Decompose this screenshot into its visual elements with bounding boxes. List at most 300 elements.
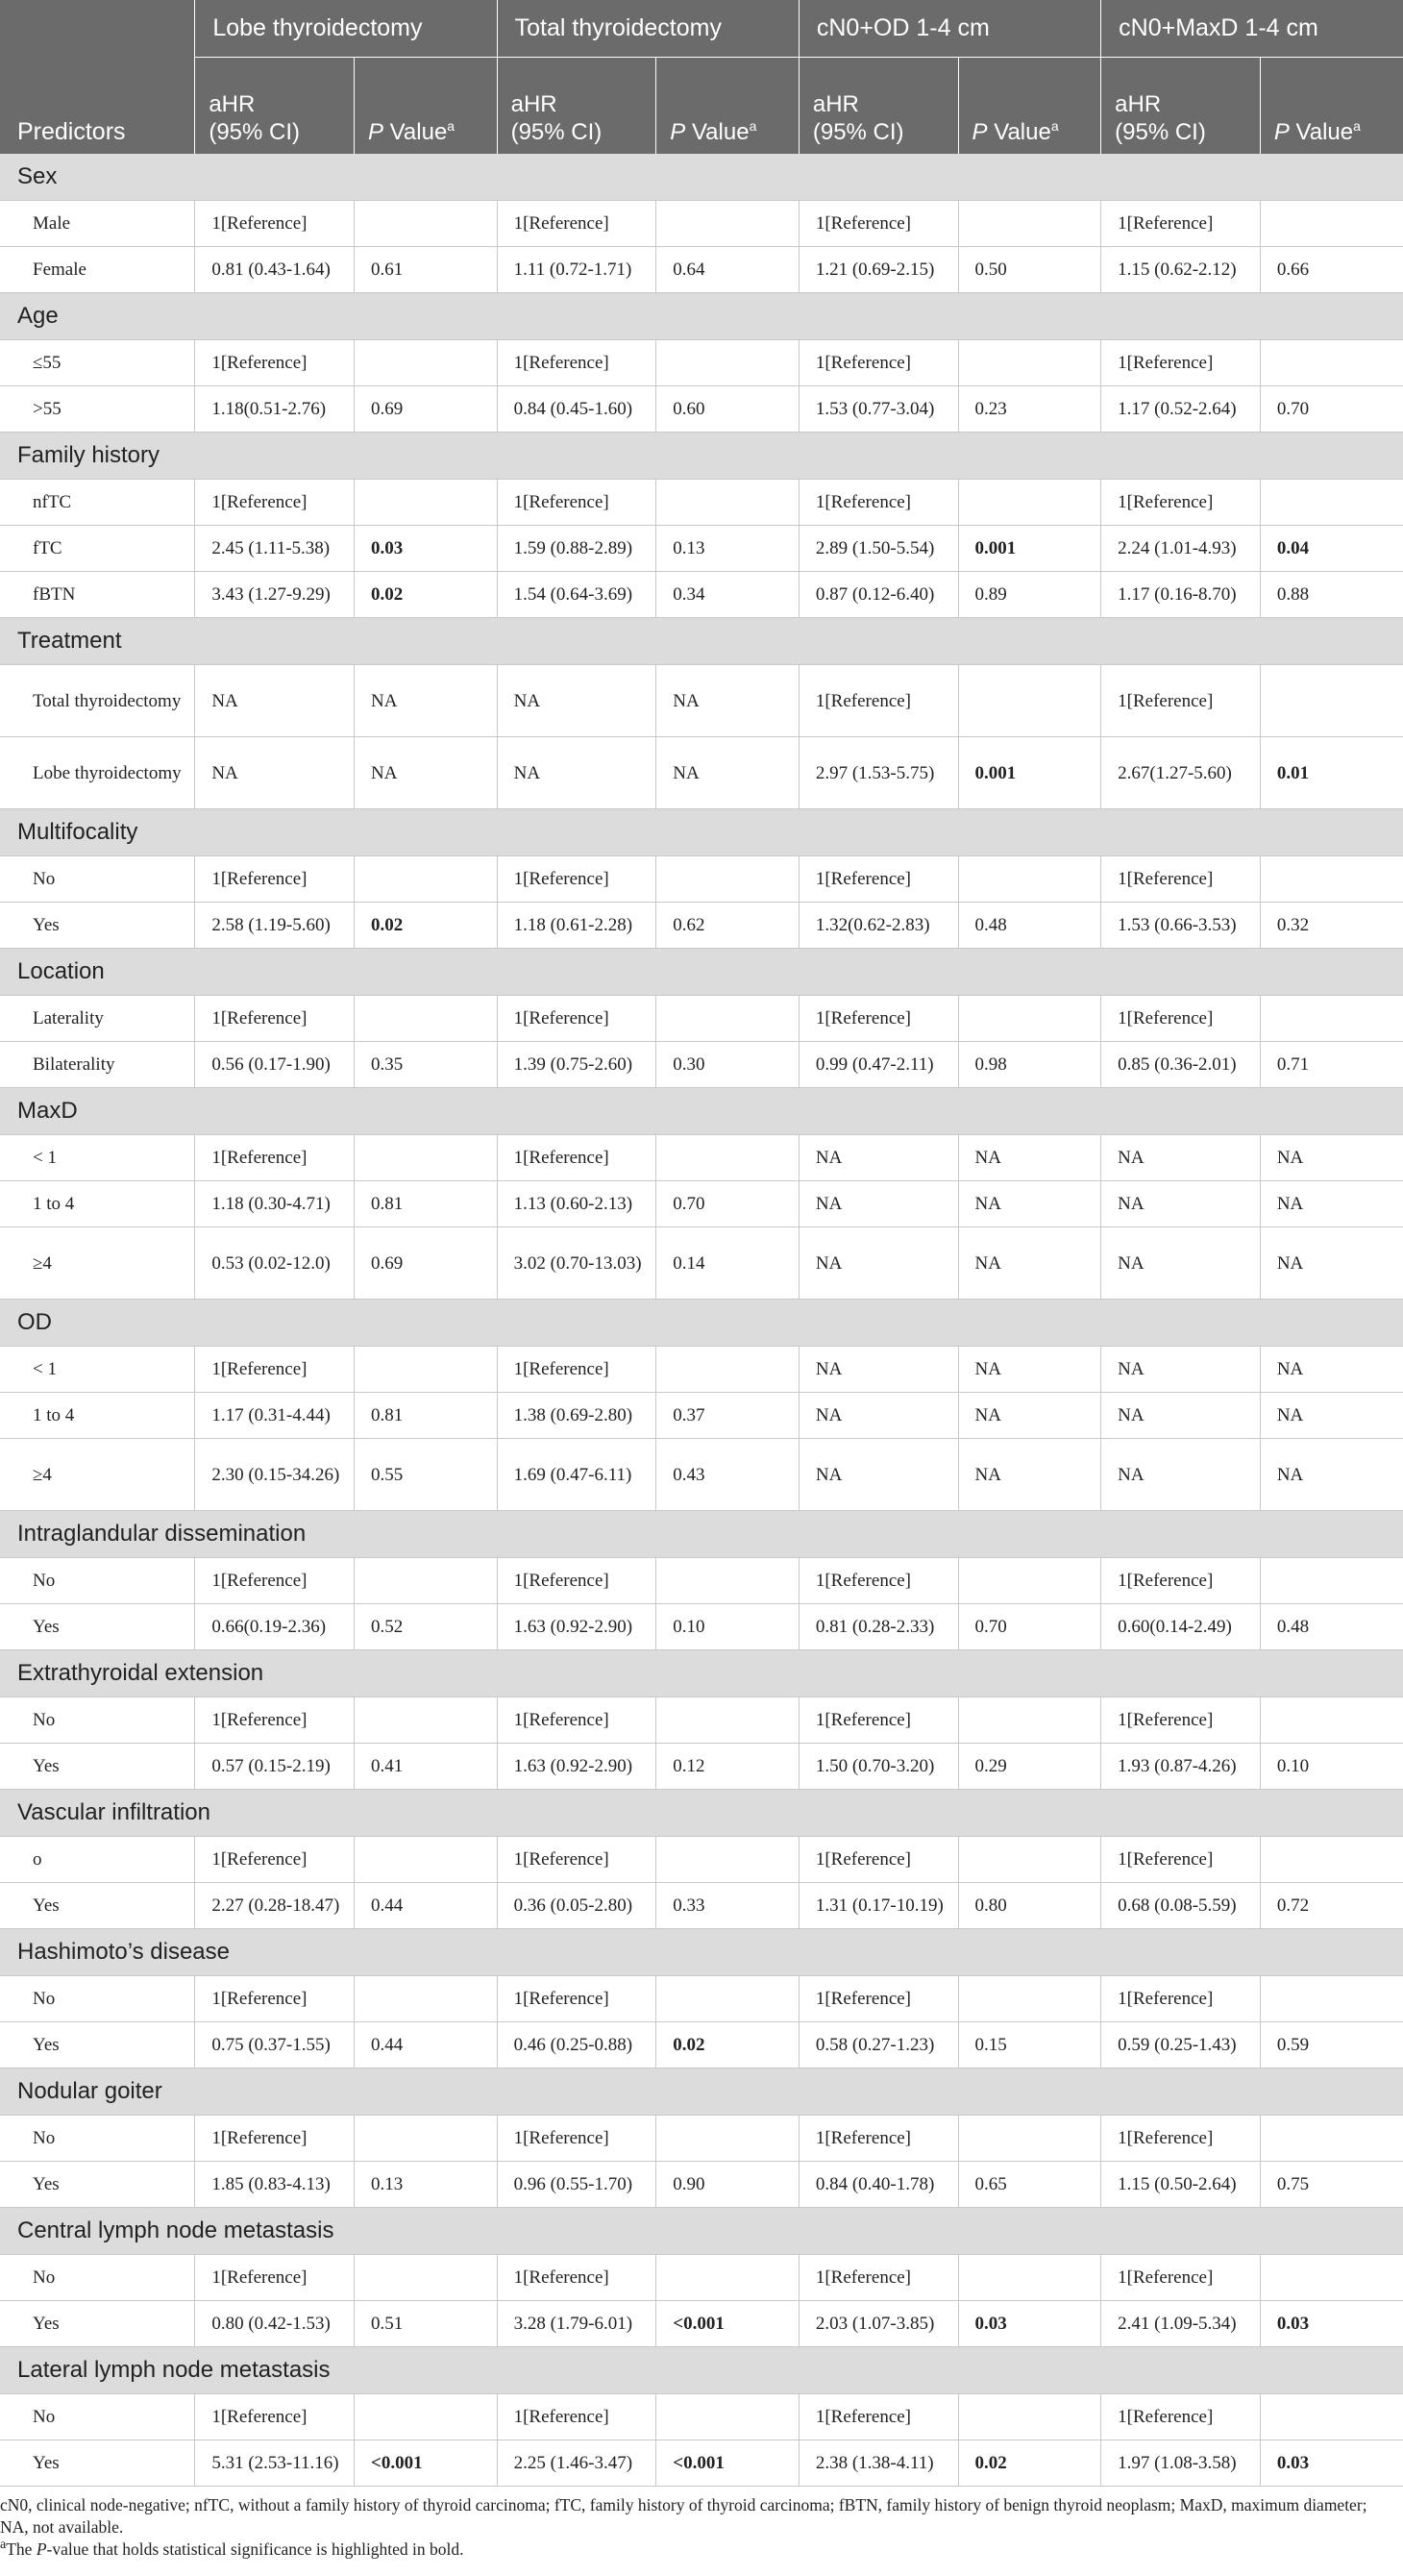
ahr-cell: NA	[195, 737, 355, 809]
p-value-cell: 0.60	[656, 386, 800, 433]
ahr-cell: 1[Reference]	[497, 2394, 656, 2440]
p-value-cell	[1260, 2394, 1403, 2440]
table-row	[0, 386, 1403, 433]
ahr-label: aHR	[812, 91, 859, 117]
row-label: Total thyroidectomy	[0, 665, 195, 737]
p-value-cell: 0.02	[355, 572, 498, 618]
category-title: OD	[0, 1300, 1403, 1347]
p-value-cell: 0.12	[656, 1744, 800, 1790]
category-row	[0, 1929, 1403, 1976]
ahr-cell: 1.53 (0.77-3.04)	[799, 386, 958, 433]
category-row	[0, 1511, 1403, 1558]
p-value-cell	[1260, 201, 1403, 247]
ahr-cell: 1.38 (0.69-2.80)	[497, 1393, 656, 1439]
p-value-cell: NA	[355, 665, 498, 737]
p-value-cell: 0.55	[355, 1439, 498, 1511]
ahr-cell: 2.25 (1.46-3.47)	[497, 2440, 656, 2487]
p-value-cell	[656, 856, 800, 903]
ahr-cell: 1[Reference]	[799, 665, 958, 737]
category-row	[0, 1650, 1403, 1697]
ahr-cell: NA	[799, 1227, 958, 1300]
ci-label: (95% CI)	[209, 119, 301, 145]
ahr-cell: 0.68 (0.08-5.59)	[1101, 1883, 1261, 1929]
table-row	[0, 737, 1403, 809]
p-value-cell	[1260, 1697, 1403, 1744]
p-value-cell: 0.44	[355, 1883, 498, 1929]
ahr-cell: 1[Reference]	[1101, 1837, 1261, 1883]
p-value-cell	[656, 2394, 800, 2440]
ahr-cell: 1[Reference]	[195, 1347, 355, 1393]
category-title: Location	[0, 949, 1403, 996]
p-value-cell: NA	[958, 1181, 1101, 1227]
ahr-cell: 1[Reference]	[1101, 2116, 1261, 2162]
ahr-header	[1101, 58, 1261, 155]
ahr-cell: 1[Reference]	[1101, 1697, 1261, 1744]
ahr-cell: 1[Reference]	[497, 1558, 656, 1604]
p-value-cell: 0.14	[656, 1227, 800, 1300]
p-value-cell: 0.88	[1260, 572, 1403, 618]
ahr-cell: 1[Reference]	[195, 1976, 355, 2022]
ahr-cell: 3.43 (1.27-9.29)	[195, 572, 355, 618]
row-label: 1 to 4	[0, 1393, 195, 1439]
ahr-cell: 1[Reference]	[497, 201, 656, 247]
value-label: Value	[1289, 119, 1354, 145]
abbreviations-note: cN0, clinical node-negative; nfTC, without a family history of thyroid carcinoma; fTC, family history of thyroid carcinoma; fBTN, family history of benign thyroid neoplasm; MaxD, maximum diameter; NA, not available.	[0, 2495, 1367, 2537]
p-value-cell: 0.48	[958, 903, 1101, 949]
row-label: o	[0, 1837, 195, 1883]
significance-note-lead: The	[6, 2539, 37, 2559]
ahr-cell: 1[Reference]	[195, 2116, 355, 2162]
ahr-cell: 2.45 (1.11-5.38)	[195, 526, 355, 572]
p-value-cell	[1260, 480, 1403, 526]
ahr-cell: 2.38 (1.38-4.11)	[799, 2440, 958, 2487]
ahr-cell: 1.13 (0.60-2.13)	[497, 1181, 656, 1227]
p-value-cell	[355, 2394, 498, 2440]
row-label: < 1	[0, 1135, 195, 1181]
ahr-cell: 2.03 (1.07-3.85)	[799, 2301, 958, 2347]
ahr-cell: 0.59 (0.25-1.43)	[1101, 2022, 1261, 2068]
p-value-cell	[355, 201, 498, 247]
p-value-cell	[958, 1976, 1101, 2022]
p-value-cell: 0.03	[958, 2301, 1101, 2347]
p-value-cell	[656, 1347, 800, 1393]
table-row	[0, 201, 1403, 247]
ahr-cell: 1[Reference]	[1101, 1976, 1261, 2022]
p-value-cell: 0.81	[355, 1181, 498, 1227]
ahr-header	[195, 58, 355, 155]
p-value-cell	[1260, 340, 1403, 386]
p-value-cell	[656, 1837, 800, 1883]
ahr-cell: 0.96 (0.55-1.70)	[497, 2162, 656, 2208]
ahr-cell: NA	[497, 737, 656, 809]
p-value-cell	[355, 996, 498, 1042]
category-row	[0, 2208, 1403, 2255]
row-label: fTC	[0, 526, 195, 572]
row-label: Male	[0, 201, 195, 247]
p-value-cell: 0.30	[656, 1042, 800, 1088]
category-row	[0, 433, 1403, 480]
ahr-cell: 0.56 (0.17-1.90)	[195, 1042, 355, 1088]
ahr-cell: 1[Reference]	[195, 1697, 355, 1744]
p-value-cell	[656, 2255, 800, 2301]
p-value-cell: 0.50	[958, 247, 1101, 293]
value-label: Value	[987, 119, 1051, 145]
ahr-cell: 1.97 (1.08-3.58)	[1101, 2440, 1261, 2487]
p-value-cell	[958, 856, 1101, 903]
ahr-cell: 0.99 (0.47-2.11)	[799, 1042, 958, 1088]
ahr-header	[497, 58, 656, 155]
p-value-cell: 0.34	[656, 572, 800, 618]
p-value-cell	[656, 2116, 800, 2162]
p-value-cell	[958, 1837, 1101, 1883]
p-value-cell: 0.90	[656, 2162, 800, 2208]
ahr-cell: 1[Reference]	[1101, 996, 1261, 1042]
p-value-cell: NA	[958, 1347, 1101, 1393]
category-title: Extrathyroidal extension	[0, 1650, 1403, 1697]
ahr-cell: 1[Reference]	[497, 480, 656, 526]
p-value-cell	[1260, 2116, 1403, 2162]
p-value-cell	[656, 1697, 800, 1744]
p-value-header	[1260, 58, 1403, 155]
row-label: No	[0, 1976, 195, 2022]
p-value-cell: 0.41	[355, 1744, 498, 1790]
p-value-cell: 0.02	[958, 2440, 1101, 2487]
significance-note-text: -value that holds statistical significance is highlighted in bold.	[46, 2539, 464, 2559]
ahr-cell: 1[Reference]	[799, 2394, 958, 2440]
row-label: ≥4	[0, 1439, 195, 1511]
ahr-cell: 1.31 (0.17-10.19)	[799, 1883, 958, 1929]
ahr-cell: 1.18(0.51-2.76)	[195, 386, 355, 433]
p-value-cell: 0.33	[656, 1883, 800, 1929]
ahr-cell: 0.87 (0.12-6.40)	[799, 572, 958, 618]
p-value-cell: 0.03	[1260, 2440, 1403, 2487]
category-title: MaxD	[0, 1088, 1403, 1135]
ahr-cell: 1.21 (0.69-2.15)	[799, 247, 958, 293]
table-body	[0, 154, 1403, 2487]
p-value-cell	[355, 2255, 498, 2301]
ahr-cell: 0.84 (0.40-1.78)	[799, 2162, 958, 2208]
ahr-cell: 1[Reference]	[799, 856, 958, 903]
ahr-cell: 1[Reference]	[799, 996, 958, 1042]
p-value-cell: NA	[958, 1439, 1101, 1511]
p-value-cell: 0.13	[656, 526, 800, 572]
p-value-cell: 0.02	[355, 903, 498, 949]
p-value-cell	[656, 996, 800, 1042]
table-row	[0, 1042, 1403, 1088]
row-label: fBTN	[0, 572, 195, 618]
ahr-cell: 0.75 (0.37-1.55)	[195, 2022, 355, 2068]
ahr-cell: 1.39 (0.75-2.60)	[497, 1042, 656, 1088]
p-label: P	[972, 119, 988, 145]
footnote-marker: a	[447, 118, 455, 134]
ahr-cell: 1.54 (0.64-3.69)	[497, 572, 656, 618]
ahr-cell: 1[Reference]	[195, 480, 355, 526]
ahr-cell: NA	[1101, 1181, 1261, 1227]
value-label: Value	[685, 119, 750, 145]
p-value-cell	[958, 480, 1101, 526]
ahr-cell: NA	[799, 1181, 958, 1227]
category-title: Sex	[0, 154, 1403, 201]
row-label: Yes	[0, 1604, 195, 1650]
table-row	[0, 572, 1403, 618]
ahr-cell: 1[Reference]	[799, 2255, 958, 2301]
ahr-cell: 1.53 (0.66-3.53)	[1101, 903, 1261, 949]
ahr-cell: 1[Reference]	[799, 1837, 958, 1883]
table-row	[0, 1744, 1403, 1790]
ahr-cell: 1[Reference]	[497, 1697, 656, 1744]
ahr-cell: NA	[497, 665, 656, 737]
row-label: Yes	[0, 1744, 195, 1790]
ahr-label: aHR	[209, 91, 256, 117]
p-value-cell: 0.69	[355, 1227, 498, 1300]
p-value-cell: <0.001	[355, 2440, 498, 2487]
ahr-cell: 1[Reference]	[497, 1837, 656, 1883]
predictors-header: Predictors	[0, 0, 195, 154]
p-value-cell: 0.13	[355, 2162, 498, 2208]
p-value-cell: 0.001	[958, 737, 1101, 809]
table-header	[0, 0, 1403, 154]
p-value-cell	[656, 340, 800, 386]
category-title: Nodular goiter	[0, 2068, 1403, 2116]
table-row	[0, 2162, 1403, 2208]
p-value-cell: 0.15	[958, 2022, 1101, 2068]
ahr-cell: 1[Reference]	[497, 2255, 656, 2301]
ahr-cell: 1[Reference]	[195, 201, 355, 247]
ahr-cell: 1.50 (0.70-3.20)	[799, 1744, 958, 1790]
row-label: No	[0, 1697, 195, 1744]
p-value-cell: NA	[1260, 1135, 1403, 1181]
p-value-cell	[656, 480, 800, 526]
p-value-cell: 0.62	[656, 903, 800, 949]
row-label: Yes	[0, 1883, 195, 1929]
category-title: Central lymph node metastasis	[0, 2208, 1403, 2255]
ahr-cell: NA	[1101, 1227, 1261, 1300]
row-label: No	[0, 856, 195, 903]
p-value-cell: 0.89	[958, 572, 1101, 618]
table-row	[0, 1393, 1403, 1439]
p-value-cell: 0.52	[355, 1604, 498, 1650]
value-label: Value	[383, 119, 448, 145]
p-value-cell: 0.75	[1260, 2162, 1403, 2208]
ahr-cell: 1.17 (0.31-4.44)	[195, 1393, 355, 1439]
p-value-cell	[656, 1135, 800, 1181]
ahr-cell: 1.11 (0.72-1.71)	[497, 247, 656, 293]
ahr-cell: NA	[799, 1135, 958, 1181]
p-value-cell	[355, 1558, 498, 1604]
ahr-cell: 1[Reference]	[1101, 340, 1261, 386]
p-value-cell: 0.43	[656, 1439, 800, 1511]
ahr-cell: 0.57 (0.15-2.19)	[195, 1744, 355, 1790]
ahr-cell: 1.18 (0.61-2.28)	[497, 903, 656, 949]
ahr-cell: 0.58 (0.27-1.23)	[799, 2022, 958, 2068]
category-title: Treatment	[0, 618, 1403, 665]
p-value-cell	[1260, 1976, 1403, 2022]
table-row	[0, 340, 1403, 386]
ahr-cell: NA	[1101, 1393, 1261, 1439]
ahr-cell: 0.84 (0.45-1.60)	[497, 386, 656, 433]
row-label: No	[0, 2116, 195, 2162]
category-title: Intraglandular dissemination	[0, 1511, 1403, 1558]
p-value-cell: 0.10	[1260, 1744, 1403, 1790]
p-value-cell	[1260, 1837, 1403, 1883]
p-value-cell: NA	[1260, 1181, 1403, 1227]
p-value-cell	[656, 201, 800, 247]
row-label: 1 to 4	[0, 1181, 195, 1227]
p-value-cell: 0.48	[1260, 1604, 1403, 1650]
p-value-cell	[958, 2116, 1101, 2162]
ahr-cell: 0.81 (0.28-2.33)	[799, 1604, 958, 1650]
ahr-label: aHR	[1115, 91, 1162, 117]
table-row	[0, 2116, 1403, 2162]
p-value-cell: NA	[958, 1227, 1101, 1300]
p-value-cell	[355, 1837, 498, 1883]
table-row	[0, 480, 1403, 526]
ahr-cell: 0.36 (0.05-2.80)	[497, 1883, 656, 1929]
ahr-cell: 1.15 (0.62-2.12)	[1101, 247, 1261, 293]
p-value-cell: 0.03	[355, 526, 498, 572]
p-value-cell: NA	[1260, 1347, 1403, 1393]
p-label: P	[670, 119, 686, 145]
table-row	[0, 1181, 1403, 1227]
p-value-cell: 0.04	[1260, 526, 1403, 572]
ahr-cell: NA	[1101, 1347, 1261, 1393]
row-label: >55	[0, 386, 195, 433]
p-value-cell	[1260, 1558, 1403, 1604]
ahr-cell: 1.59 (0.88-2.89)	[497, 526, 656, 572]
significance-note	[0, 2539, 1393, 2561]
p-value-cell: <0.001	[656, 2440, 800, 2487]
category-row	[0, 809, 1403, 856]
ahr-cell: 3.28 (1.79-6.01)	[497, 2301, 656, 2347]
ahr-cell: 3.02 (0.70-13.03)	[497, 1227, 656, 1300]
p-value-cell: 0.02	[656, 2022, 800, 2068]
row-label: nfTC	[0, 480, 195, 526]
ahr-cell: 1.85 (0.83-4.13)	[195, 2162, 355, 2208]
row-label: Yes	[0, 2162, 195, 2208]
p-value-cell: NA	[656, 665, 800, 737]
row-label: No	[0, 2255, 195, 2301]
p-value-cell	[1260, 856, 1403, 903]
ahr-cell: 0.80 (0.42-1.53)	[195, 2301, 355, 2347]
p-value-cell: NA	[958, 1135, 1101, 1181]
p-value-cell: NA	[355, 737, 498, 809]
category-row	[0, 1790, 1403, 1837]
p-value-cell: 0.001	[958, 526, 1101, 572]
ahr-cell: 1[Reference]	[195, 1837, 355, 1883]
ahr-cell: 1[Reference]	[1101, 665, 1261, 737]
p-value-cell: NA	[1260, 1439, 1403, 1511]
table-row	[0, 1697, 1403, 1744]
table-row	[0, 2440, 1403, 2487]
p-value-cell: 0.03	[1260, 2301, 1403, 2347]
ahr-cell: 1[Reference]	[195, 340, 355, 386]
p-value-cell: 0.70	[958, 1604, 1101, 1650]
ahr-cell: 1.17 (0.16-8.70)	[1101, 572, 1261, 618]
table-row	[0, 1227, 1403, 1300]
ahr-cell: 1.63 (0.92-2.90)	[497, 1744, 656, 1790]
p-value-cell: NA	[1260, 1227, 1403, 1300]
category-title: Vascular infiltration	[0, 1790, 1403, 1837]
ahr-header	[799, 58, 958, 155]
p-value-cell	[355, 856, 498, 903]
p-value-cell	[355, 340, 498, 386]
row-label: < 1	[0, 1347, 195, 1393]
ahr-cell: 1.17 (0.52-2.64)	[1101, 386, 1261, 433]
category-row	[0, 2347, 1403, 2394]
p-value-cell: 0.35	[355, 1042, 498, 1088]
p-value-cell: 0.66	[1260, 247, 1403, 293]
ahr-cell: NA	[1101, 1439, 1261, 1511]
footnote-marker: a	[749, 118, 757, 134]
ahr-cell: 1[Reference]	[195, 2255, 355, 2301]
ahr-cell: 2.41 (1.09-5.34)	[1101, 2301, 1261, 2347]
p-value-cell	[958, 2255, 1101, 2301]
footnote-marker: a	[1353, 118, 1361, 134]
table-row	[0, 2022, 1403, 2068]
ahr-cell: 1[Reference]	[195, 2394, 355, 2440]
p-label: P	[368, 119, 384, 145]
row-label: Bilaterality	[0, 1042, 195, 1088]
p-value-cell: 0.81	[355, 1393, 498, 1439]
category-row	[0, 949, 1403, 996]
table-row	[0, 903, 1403, 949]
category-title: Multifocality	[0, 809, 1403, 856]
p-value-cell: 0.69	[355, 386, 498, 433]
p-value-cell	[355, 1135, 498, 1181]
p-value-cell: 0.72	[1260, 1883, 1403, 1929]
p-value-cell	[656, 1558, 800, 1604]
p-value-cell: 0.29	[958, 1744, 1101, 1790]
p-value-cell: 0.64	[656, 247, 800, 293]
table-row	[0, 996, 1403, 1042]
p-value-cell: 0.61	[355, 247, 498, 293]
table-footnotes	[0, 2487, 1403, 2561]
ahr-cell: 1[Reference]	[1101, 2394, 1261, 2440]
ahr-cell: 1[Reference]	[497, 1347, 656, 1393]
table-row	[0, 1837, 1403, 1883]
category-title: Age	[0, 293, 1403, 340]
ahr-cell: NA	[799, 1347, 958, 1393]
ahr-cell: 1.93 (0.87-4.26)	[1101, 1744, 1261, 1790]
ahr-cell: NA	[799, 1393, 958, 1439]
table-row	[0, 1347, 1403, 1393]
p-value-cell: 0.59	[1260, 2022, 1403, 2068]
ahr-cell: 0.85 (0.36-2.01)	[1101, 1042, 1261, 1088]
category-row	[0, 2068, 1403, 2116]
table-row	[0, 856, 1403, 903]
ahr-cell: 1.18 (0.30-4.71)	[195, 1181, 355, 1227]
row-label: Yes	[0, 2022, 195, 2068]
ci-label: (95% CI)	[510, 119, 603, 145]
p-value-cell: 0.98	[958, 1042, 1101, 1088]
ahr-cell: 1[Reference]	[799, 1558, 958, 1604]
ahr-cell: 1[Reference]	[799, 340, 958, 386]
p-value-cell: 0.23	[958, 386, 1101, 433]
p-value-cell	[355, 2116, 498, 2162]
row-label: Female	[0, 247, 195, 293]
table-row	[0, 1976, 1403, 2022]
p-value-cell: NA	[958, 1393, 1101, 1439]
p-label: P	[1273, 119, 1290, 145]
table-row	[0, 247, 1403, 293]
ci-label: (95% CI)	[1115, 119, 1206, 145]
ahr-cell: 1[Reference]	[497, 856, 656, 903]
group-header-total: Total thyroidectomy	[497, 0, 799, 58]
ahr-cell: 1[Reference]	[497, 1976, 656, 2022]
ahr-cell: 1[Reference]	[1101, 856, 1261, 903]
ahr-cell: 1[Reference]	[1101, 1558, 1261, 1604]
category-title: Lateral lymph node metastasis	[0, 2347, 1403, 2394]
